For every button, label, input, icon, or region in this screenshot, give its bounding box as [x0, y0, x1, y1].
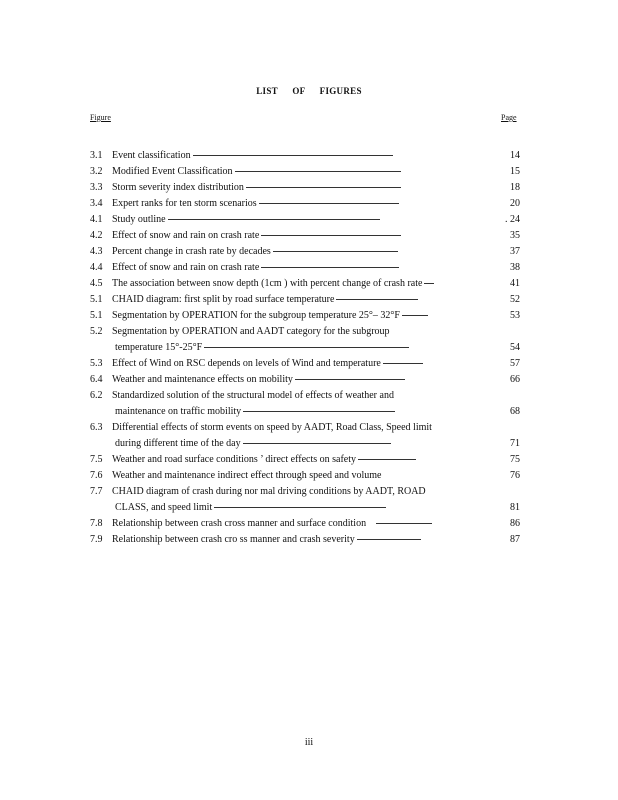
leader-line [259, 203, 399, 204]
figure-entry [90, 244, 530, 260]
figure-title: Modified Event Classification [112, 166, 233, 177]
leader-line [358, 459, 416, 460]
figure-title: Weather and maintenance effects on mobility [112, 374, 293, 385]
figure-title: The association between snow depth (1cm ) with percent change of crash rate [112, 278, 423, 289]
figure-page: 71 [510, 438, 520, 449]
page-number: iii [304, 737, 314, 748]
figure-entry [90, 420, 530, 452]
figure-page: 41 [510, 278, 520, 289]
figure-number: 5.1 [90, 294, 103, 305]
page-title: LIST OF FIGURES [256, 86, 362, 96]
figure-title: Relationship between crash cross manner and surface condition [112, 518, 367, 529]
figure-number: 7.5 [90, 454, 103, 465]
leader-line [243, 411, 395, 412]
figure-number: 5.3 [90, 358, 103, 369]
leader-line [383, 363, 423, 364]
figure-entry [90, 148, 530, 164]
leader-line [193, 155, 393, 156]
leader-line [424, 283, 434, 284]
leader-line [243, 443, 391, 444]
figure-entry [90, 388, 530, 420]
figure-entry [90, 276, 530, 292]
figure-entry [90, 532, 530, 548]
figure-title: CHAID diagram of crash during nor mal driving conditions by AADT, ROAD [112, 486, 426, 497]
figure-page: . 24 [505, 214, 520, 225]
figure-page: 57 [510, 358, 520, 369]
figure-entry [90, 324, 530, 356]
figure-page: 87 [510, 534, 520, 545]
figure-entry [90, 372, 530, 388]
figure-title: Expert ranks for ten storm scenarios [112, 198, 257, 209]
figure-page: 14 [510, 150, 520, 161]
leader-line [402, 315, 428, 316]
leader-line [261, 267, 399, 268]
leader-line [204, 347, 409, 348]
figure-title: Percent change in crash rate by decades [112, 246, 271, 257]
figure-title: Event classification [112, 150, 191, 161]
figure-entry [90, 516, 530, 532]
figure-page: 20 [510, 198, 520, 209]
figure-entry [90, 484, 530, 516]
figure-title: Standardized solution of the structural model of effects of weather and [112, 390, 394, 401]
figure-number: 7.6 [90, 470, 103, 481]
figure-number: 6.3 [90, 422, 103, 433]
figure-page: 52 [510, 294, 520, 305]
figure-entry [90, 308, 530, 324]
figure-entry [90, 260, 530, 276]
leader-line [336, 299, 418, 300]
figure-title-continued: during different time of the day [115, 438, 241, 449]
figure-title: Study outline [112, 214, 166, 225]
figure-page: 68 [510, 406, 520, 417]
figure-title: Weather and road surface conditions ’ direct effects on safety [112, 454, 356, 465]
figure-page: 66 [510, 374, 520, 385]
figure-number: 7.7 [90, 486, 103, 497]
figure-title-continued: temperature 15°-25°F [115, 342, 203, 353]
figure-page: 76 [510, 470, 520, 481]
figure-title: Weather and maintenance indirect effect through speed and volume [112, 470, 382, 481]
figure-title: Effect of Wind on RSC depends on levels of Wind and temperature [112, 358, 381, 369]
figure-entry [90, 292, 530, 308]
figure-title: Relationship between crash cro ss manner and crash severity [112, 534, 355, 545]
figure-column-header: Figure [90, 113, 111, 122]
figure-entry [90, 196, 530, 212]
figure-title: Differential effects of storm events on speed by AADT, Road Class, Speed limit [112, 422, 432, 433]
figure-number: 5.1 [90, 310, 103, 321]
leader-line [214, 507, 386, 508]
figure-entry [90, 228, 530, 244]
figure-page: 81 [510, 502, 520, 513]
leader-line [261, 235, 401, 236]
figure-number: 3.2 [90, 166, 103, 177]
figure-title: Effect of snow and rain on crash rate [112, 230, 260, 241]
leader-line [357, 539, 421, 540]
figure-number: 6.2 [90, 390, 103, 401]
leader-line [246, 187, 401, 188]
figure-title-continued: maintenance on traffic mobility [115, 406, 242, 417]
figure-entry [90, 468, 530, 484]
figure-number: 3.4 [90, 198, 103, 209]
figure-number: 5.2 [90, 326, 103, 337]
figure-number: 7.8 [90, 518, 103, 529]
figure-number: 3.1 [90, 150, 103, 161]
figure-number: 7.9 [90, 534, 103, 545]
leader-line [376, 523, 432, 524]
figure-entry [90, 180, 530, 196]
figure-list [90, 148, 530, 548]
figure-title: Storm severity index distribution [112, 182, 244, 193]
figure-page: 18 [510, 182, 520, 193]
figure-page: 35 [510, 230, 520, 241]
figure-title: Effect of snow and rain on crash rate [112, 262, 260, 273]
figure-number: 4.1 [90, 214, 103, 225]
leader-line [295, 379, 405, 380]
figure-entry [90, 164, 530, 180]
figure-number: 4.3 [90, 246, 103, 257]
figure-page: 54 [510, 342, 520, 353]
figure-page: 37 [510, 246, 520, 257]
figure-number: 3.3 [90, 182, 103, 193]
figure-number: 4.2 [90, 230, 103, 241]
figure-page: 86 [510, 518, 520, 529]
leader-line [235, 171, 401, 172]
figure-title: Segmentation by OPERATION and AADT category for the subgroup [112, 326, 390, 337]
page-column-header: Page [501, 113, 517, 122]
figure-title: CHAID diagram: first split by road surface temperature [112, 294, 335, 305]
figure-number: 6.4 [90, 374, 103, 385]
leader-line [273, 251, 398, 252]
figure-page: 75 [510, 454, 520, 465]
figure-number: 4.5 [90, 278, 103, 289]
figure-entry [90, 212, 530, 228]
figure-page: 38 [510, 262, 520, 273]
figure-entry [90, 356, 530, 372]
figure-number: 4.4 [90, 262, 103, 273]
figure-title: Segmentation by OPERATION for the subgroup temperature 25°– 32°F [112, 310, 400, 321]
figure-page: 15 [510, 166, 520, 177]
figure-page: 53 [510, 310, 520, 321]
leader-line [168, 219, 380, 220]
figure-title-continued: CLASS, and speed limit [115, 502, 213, 513]
figure-entry [90, 452, 530, 468]
